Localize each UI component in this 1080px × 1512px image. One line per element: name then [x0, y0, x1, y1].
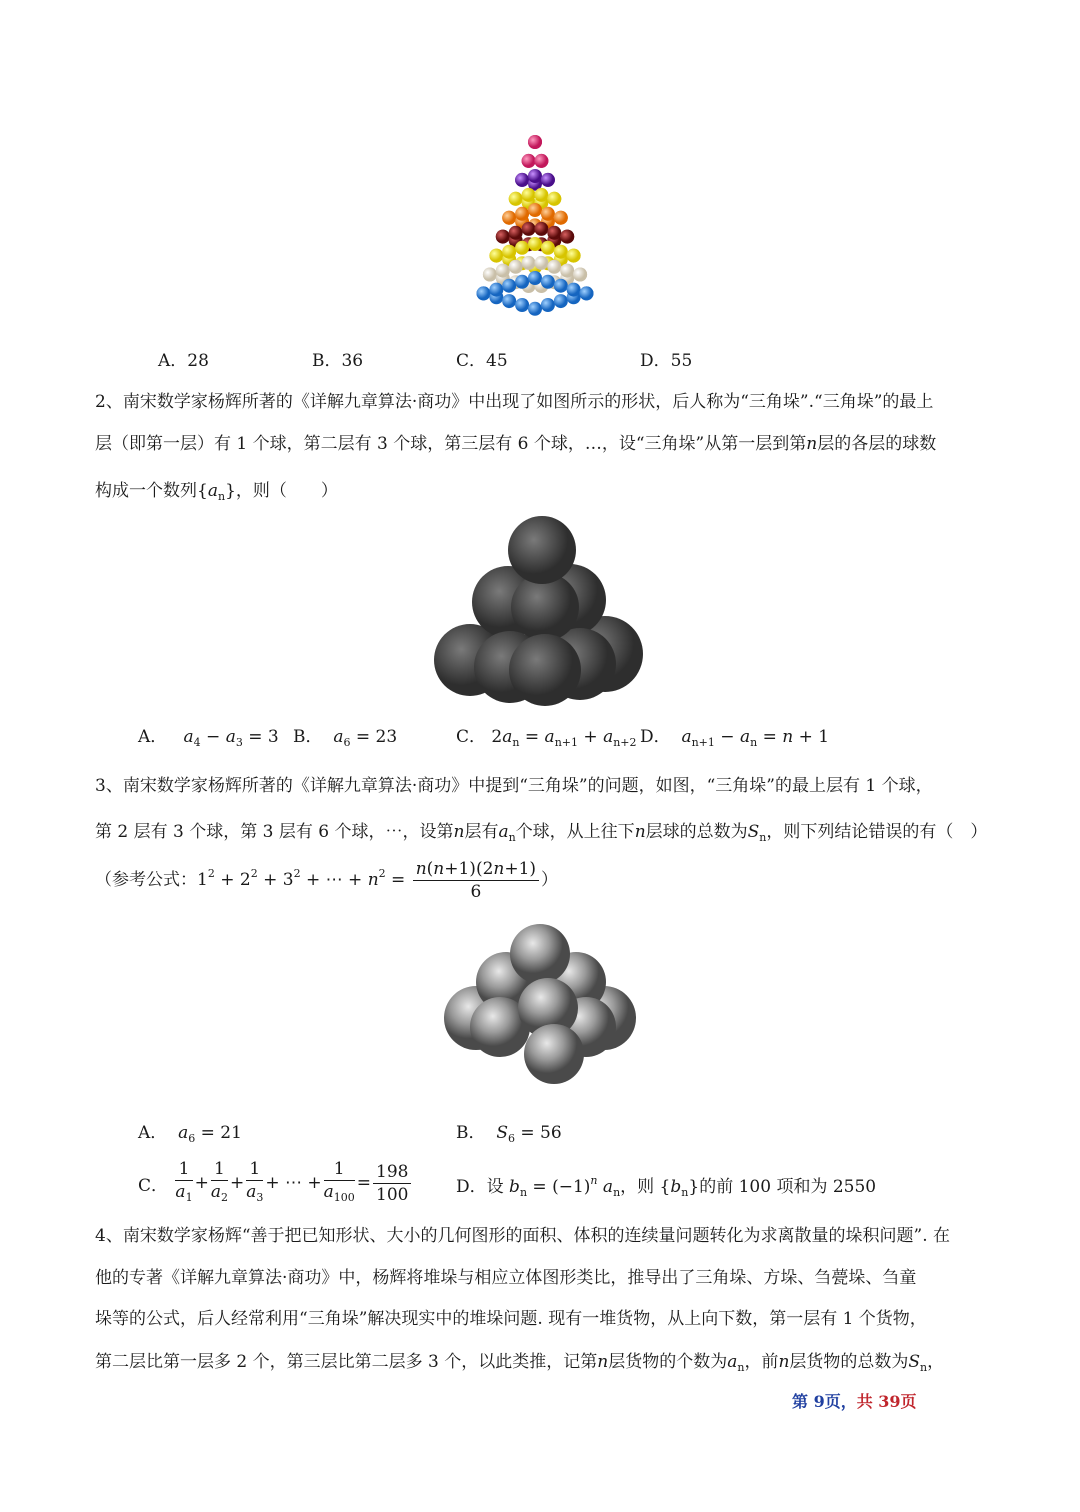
- pyramid-ball: [560, 230, 574, 244]
- pyramid-ball: [528, 302, 542, 316]
- pyramid-ball: [515, 207, 529, 221]
- q3-option-b[interactable]: B． $S_6 = 56$: [456, 1123, 562, 1145]
- q3-option-d[interactable]: D．设 $b_n = (-1)^n$ $a_n$，则 $\{b_n\}$的前 100 项和为 2550: [456, 1174, 877, 1199]
- pyramid-ball: [573, 268, 587, 282]
- q3-reference-formula: （参考公式：$1^2 + 2^2 + 3^2$ + ⋯ + $n^2$ = $\frac{n(n+1)(2n+1)}{6}$ ）: [95, 859, 559, 902]
- q3-option-a[interactable]: A． $a_6 = 21$: [138, 1123, 242, 1145]
- pyramid-ball: [515, 298, 529, 312]
- q1-option-b[interactable]: B．36: [312, 351, 364, 371]
- pyramid-ball: [489, 283, 503, 297]
- pyramid-ball: [541, 275, 555, 289]
- sequence-a-n: $\{a_n\}$: [197, 481, 236, 503]
- pyramid-ball: [534, 222, 548, 236]
- page-number: 第 9页，共 39页: [792, 1392, 917, 1411]
- pyramid-ball: [554, 211, 568, 225]
- q2-option-b[interactable]: B． $a_6 = 23$: [293, 727, 398, 749]
- q4-line-3: 垛等的公式，后人经常利用“三角垛”解决现实中的堆垛问题. 现有一堆货物，从上向下数，第一层有 1 个货物，: [95, 1309, 927, 1329]
- pyramid-ball: [515, 173, 529, 187]
- pyramid-ball: [496, 230, 510, 244]
- pyramid-ball: [477, 286, 491, 300]
- q2-line-2: 层（即第一层）有 1 个球，第二层有 3 个球，第三层有 6 个球，…，设“三角垛”从第一层到第n层的各层的球数: [95, 434, 937, 454]
- pyramid-ball: [522, 154, 536, 168]
- pyramid-ball: [541, 241, 555, 255]
- pyramid-ball: [534, 188, 548, 202]
- pyramid-ball: [515, 275, 529, 289]
- pyramid-ball: [547, 260, 561, 274]
- q2-line-3: 构成一个数列$\{a_n\}$，则（ ）: [95, 481, 338, 503]
- pyramid-ball: [528, 271, 542, 285]
- pyramid-ball: [541, 173, 555, 187]
- pyramid-ball: [502, 245, 516, 259]
- pyramid-ball: [509, 192, 523, 206]
- q2-option-a[interactable]: A． $a_4 - a_3 = 3$: [138, 727, 279, 749]
- pyramid-ball: [509, 260, 523, 274]
- q1-option-a[interactable]: A．28: [158, 351, 209, 371]
- q3-line-1: 3、南宋数学家杨辉所著的《详解九章算法·商功》中提到“三角垛”的问题，如图，“三角垛”的最上层有 1 个球，: [95, 776, 933, 796]
- pyramid-ball: [528, 135, 542, 149]
- pyramid-ball: [554, 294, 568, 308]
- pyramid-ball: [502, 279, 516, 293]
- pyramid-ball: [489, 249, 503, 263]
- q4-line-2: 他的专著《详解九章算法·商功》中，杨辉将堆垛与相应立体图形类比，推导出了三角垛、方垛、刍甍垛、刍童: [95, 1268, 917, 1288]
- pyramid-ball: [560, 264, 574, 278]
- pyramid-ball: [541, 298, 555, 312]
- pyramid-ball: [554, 245, 568, 259]
- q3-line-2: 第 2 层有 3 个球，第 3 层有 6 个球，⋯，设第n层有$a_n$个球，从上往下n层球的总数为$S_n$，则下列结论错误的有（ ）: [95, 822, 988, 844]
- pyramid-ball: [580, 286, 594, 300]
- pyramid-ball: [502, 294, 516, 308]
- pyramid-ball: [567, 249, 581, 263]
- q2-line-1: 2、南宋数学家杨辉所著的《详解九章算法·商功》中出现了如图所示的形状，后人称为“三角垛”.“三角垛”的最上: [95, 392, 934, 412]
- pyramid-ball: [534, 256, 548, 270]
- pyramid-ball: [528, 203, 542, 217]
- q2-option-c[interactable]: C． $2a_n = a_{n+1} + a_{n+2}$: [456, 727, 637, 749]
- pyramid-ball: [522, 256, 536, 270]
- pyramid-ball: [554, 279, 568, 293]
- pyramid-ball: [483, 268, 497, 282]
- pyramid-ball: [509, 226, 523, 240]
- pyramid-ball: [528, 169, 542, 183]
- pyramid-ball: [522, 188, 536, 202]
- pyramid-ball: [522, 222, 536, 236]
- pyramid-ball: [547, 192, 561, 206]
- pyramid-ball: [496, 264, 510, 278]
- q4-line-4: 第二层比第一层多 2 个，第三层比第二层多 3 个，以此类推，记第n层货物的个数为$a_n$，前n层货物的总数为$S_n$，: [95, 1352, 945, 1374]
- sum-of-squares-fraction: $\frac{n(n+1)(2n+1)}{6}$: [413, 858, 539, 903]
- square-pyramid-figure: [430, 120, 640, 330]
- pyramid-ball: [502, 211, 516, 225]
- q1-option-d[interactable]: D．55: [640, 351, 693, 371]
- pyramid-ball: [528, 237, 542, 251]
- grey-triangular-pile-figure: [440, 922, 640, 1087]
- q1-option-c[interactable]: C．45: [456, 351, 508, 371]
- pyramid-ball: [567, 283, 581, 297]
- q3-option-c[interactable]: C． $\frac{1}{a_1}$ + $\frac{1}{a_2}$ + $\frac{1}{a_3}$ + ⋯ + $\frac{1}{a_{100}}$ = $\frac{198}{100}$: [138, 1158, 413, 1209]
- pyramid-ball: [534, 154, 548, 168]
- q4-line-1: 4、南宋数学家杨辉“善于把已知形状、大小的几何图形的面积、体积的连续量问题转化为求离散量的垛积问题”. 在: [95, 1226, 951, 1246]
- pyramid-ball: [547, 226, 561, 240]
- dark-triangular-pile-figure: [430, 512, 650, 712]
- pyramid-ball: [541, 207, 555, 221]
- pyramid-ball: [515, 241, 529, 255]
- q2-option-d[interactable]: D． $a_{n+1} - a_n = n + 1$: [640, 727, 830, 749]
